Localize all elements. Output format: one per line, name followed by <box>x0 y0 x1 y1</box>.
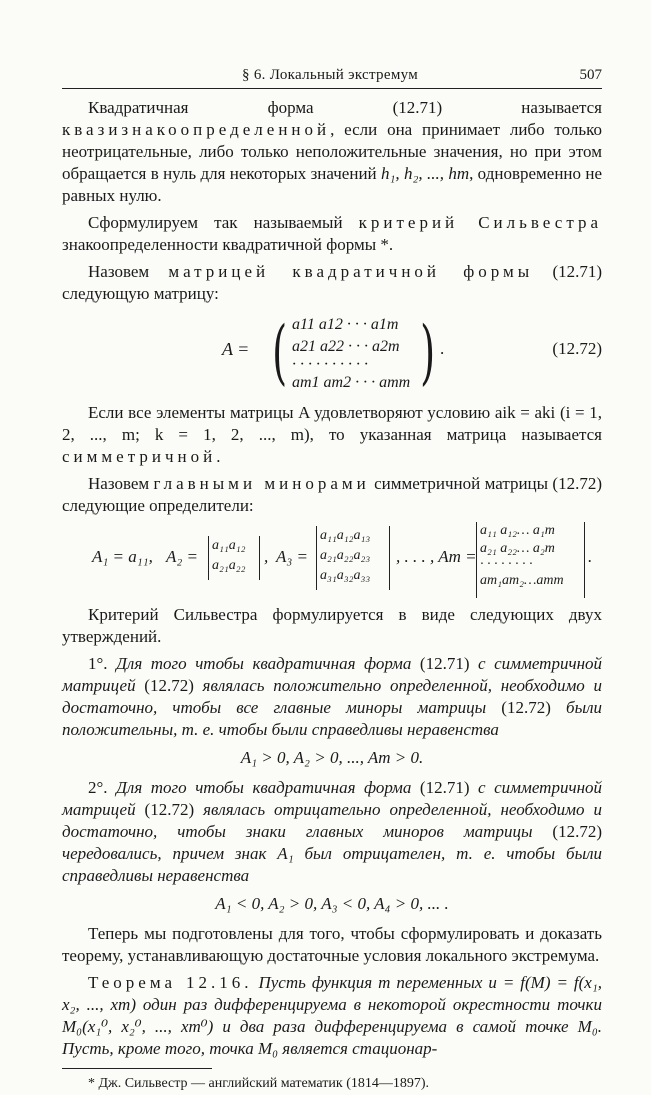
minor-am-det: a₁₁ a₁₂… a₁m a₂₁ a₂₂… a₂m · · · · · · · · am₁am₂…amm <box>480 523 564 588</box>
paragraph-minors-def: Назовем главными минорами симметричной матрицы (12.72) следующие определители: <box>62 474 602 515</box>
theorem-12-16: Теорема 12.16. Пусть функция m переменных u = f(M) = f(x₁, x₂, ..., xm) один раз дифференцируема в некоторой окрестности точки M₀(x₁⁰, x₂⁰, ..., xm⁰) и два раза дифференцируема в самой точке M₀. Пусть, кроме того, точка M₀ является стационар- <box>62 973 602 1058</box>
minor-a3-det: a₁₁a₁₂a₁₃ a₂₁a₂₂a₂₃ a₃₁a₃₂a₃₃ <box>320 528 371 583</box>
term-sylvester: критерий Сильвестра <box>358 213 603 232</box>
page-number: 507 <box>579 67 602 83</box>
term-principal-minors: главными минорами <box>153 474 370 493</box>
term-quasi-definite: квазизнакоопределенной <box>62 120 331 139</box>
section-title: § 6. Локальный экстремум <box>242 67 419 83</box>
header-rule <box>62 88 602 89</box>
paragraph-symmetric: Если все элементы матрицы A удовлетворяют условию aik = aki (i = 1, 2, ..., m; k = 1, 2, ..., m), то указанная матрица называется симметричной. <box>62 403 602 466</box>
paragraph-criterion-intro: Критерий Сильвестра формулируется в виде следующих двух утверждений. <box>62 605 602 646</box>
minor-am-label: , . . . , Am = <box>396 547 477 566</box>
matrix-lhs: A = <box>222 339 250 359</box>
paragraph-sylvester: Сформулируем так называемый критерий Сильвестра знакоопределенности квадратичной формы *. <box>62 213 603 254</box>
minor-a3-label: A₃ = <box>276 547 309 566</box>
equation-number: (12.72) <box>552 339 602 358</box>
running-header <box>62 62 602 86</box>
statement-2: 2°. Для того чтобы квадратичная форма (12.71) с симметричной матрицей (12.72) являлась отрицательно определенной, необходимо и достаточно, чтобы знаки главных миноров матрицы (12.72) чередовались, причем знак A₁ был отрицателен, т. е. чтобы были справедливы неравенства <box>62 778 602 885</box>
term-symmetric: симметричной <box>62 447 217 466</box>
matrix-equation: A = ( a11 a12 · · · a1m a21 a22 · · · a2m · · · · · · · · · · am1 am2 · · · amm ) . (12.72) <box>222 311 602 393</box>
term-matrix: матрицей квадратичной формы <box>168 262 534 281</box>
inequalities-positive: A₁ > 0, A₂ > 0, ..., Am > 0. <box>240 748 424 767</box>
statement-1: 1°. Для того чтобы квадратичная форма (12.71) с симметричной матрицей (12.72) являлась положительно определенной, необходимо и достаточно, чтобы все главные миноры матрицы (12.72) были положительны, т. е. чтобы были справедливы неравенства <box>62 654 602 739</box>
paragraph-matrix-def: Назовем матрицей квадратичной формы (12.71) следующую матрицу: <box>62 262 603 303</box>
paragraph-transition: Теперь мы подготовлены для того, чтобы сформулировать и доказать теорему, устанавливающую достаточные условия локального экстремума. <box>62 924 602 965</box>
theorem-label: Теорема 12.16. <box>88 973 253 992</box>
footnote-rule <box>62 1068 212 1069</box>
footnote: * Дж. Сильвестр — английский математик (1814—1897). <box>88 1076 430 1091</box>
page <box>62 62 602 1095</box>
paragraph-definition: Квадратичная форма (12.71) называется квазизнакоопределенной, если она принимает либо только неотрицательные, либо только неположительные значения, но при этом обращается в нуль для некоторых значений h₁, h₂, ..., hm, одновременно не равных нулю. <box>62 98 602 205</box>
minor-a2-det: a₁₁a₁₂ a₂₁a₂₂ <box>212 538 246 573</box>
minor-a2-label: A₂ = <box>166 547 199 566</box>
minor-a1: A₁ = a₁₁, <box>92 547 153 566</box>
inequalities-alternating: A₁ < 0, A₂ > 0, A₃ < 0, A₄ > 0, ... . <box>215 894 449 913</box>
matrix-cells: a11 a12 · · · a1m a21 a22 · · · a2m · · · · · · · · · · am1 am2 · · · amm <box>292 316 411 391</box>
left-paren: ( <box>272 311 288 393</box>
right-paren: ) <box>420 311 436 393</box>
principal-minors: A₁ = a₁₁, A₂ = a₁₁a₁₂ a₂₁a₂₂ , A₃ = a₁₁a₁₂a₁₃ a₂₁a₂₂a₂₃ a₃₁a₃₂a₃₃ , . . . , Am = a₁₁ a₁₂… a₁m a₂₁ a₂₂… a₂m · · · · · · · · am₁am₂…amm . <box>62 522 602 598</box>
